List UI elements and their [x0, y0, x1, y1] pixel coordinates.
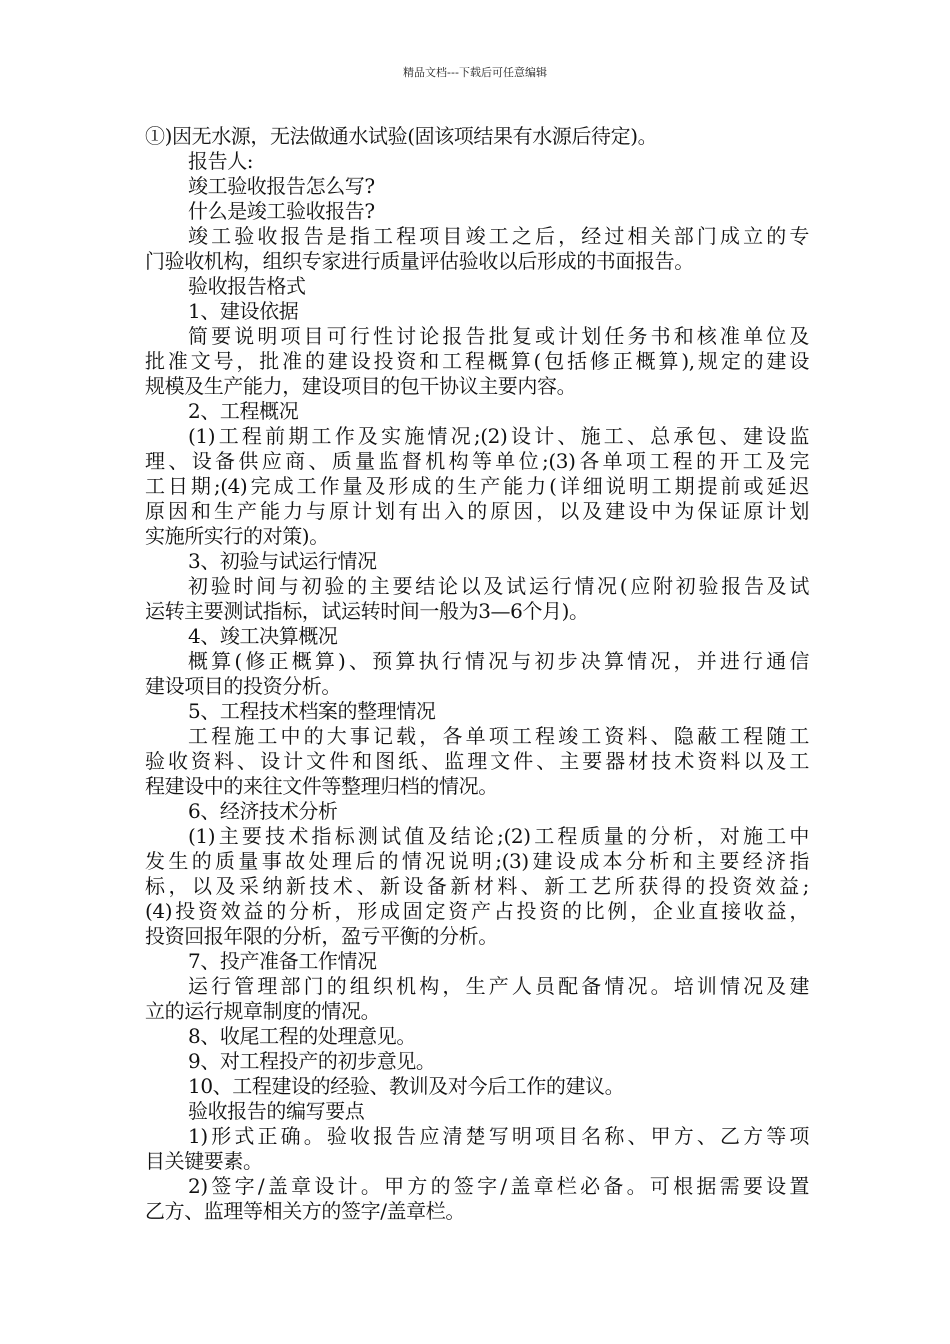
- document-body: [145, 124, 809, 1224]
- text-line: 什么是竣工验收报告?: [188, 199, 375, 223]
- text-line: 1、建设依据: [188, 299, 299, 323]
- text-line: 验收资料、设计文件和图纸、监理文件、主要器材技术资料以及工: [145, 749, 809, 773]
- text-line: 工日期;(4)完成工作量及形成的生产能力(详细说明工期提前或延迟: [145, 474, 809, 498]
- text-line: 运转主要测试指标，试运转时间一般为3—6个月)。: [145, 599, 589, 623]
- text-line: 3、初验与试运行情况: [188, 549, 377, 573]
- text-line: 目关键要素。: [145, 1149, 263, 1173]
- text-line: 4、竣工决算概况: [188, 624, 338, 648]
- text-line: (4)投资效益的分析，形成固定资产占投资的比例，企业直接收益，: [145, 899, 809, 923]
- text-line: 标，以及采纳新技术、新设备新材料、新工艺所获得的投资效益;: [145, 874, 809, 898]
- text-line: 7、投产准备工作情况: [188, 949, 377, 973]
- text-line: 工程施工中的大事记载，各单项工程竣工资料、隐蔽工程随工: [188, 724, 809, 748]
- text-line: 投资回报年限的分析，盈亏平衡的分析。: [145, 924, 498, 948]
- text-line: 简要说明项目可行性讨论报告批复或计划任务书和核准单位及: [188, 324, 809, 348]
- text-line: 竣工验收报告是指工程项目竣工之后，经过相关部门成立的专: [188, 224, 809, 248]
- text-line: 门验收机构，组织专家进行质量评估验收以后形成的书面报告。: [145, 249, 694, 273]
- text-line: 原因和生产能力与原计划有出入的原因，以及建设中为保证原计划: [145, 499, 809, 523]
- text-line: 8、收尾工程的处理意见。: [188, 1024, 416, 1048]
- text-line: 2)签字/盖章设计。甲方的签字/盖章栏必备。可根据需要设置: [188, 1174, 809, 1198]
- text-line: 5、工程技术档案的整理情况: [188, 699, 436, 723]
- text-line: 10、工程建设的经验、教训及对今后工作的建议。: [188, 1074, 625, 1098]
- text-line: 初验时间与初验的主要结论以及试运行情况(应附初验报告及试: [188, 574, 809, 598]
- text-line: 2、工程概况: [188, 399, 299, 423]
- text-line: 运行管理部门的组织机构，生产人员配备情况。培训情况及建: [188, 974, 809, 998]
- text-line: 概算(修正概算)、预算执行情况与初步决算情况，并进行通信: [188, 649, 809, 673]
- text-line: 规模及生产能力，建设项目的包干协议主要内容。: [145, 374, 577, 398]
- text-line: 建设项目的投资分析。: [145, 674, 341, 698]
- text-line: 竣工验收报告怎么写?: [188, 174, 375, 198]
- text-line: 批准文号，批准的建设投资和工程概算(包括修正概算),规定的建设: [145, 349, 809, 373]
- text-line: 验收报告格式: [188, 274, 306, 298]
- text-line: (1)工程前期工作及实施情况;(2)设计、施工、总承包、建设监: [188, 424, 809, 448]
- text-line: 9、对工程投产的初步意见。: [188, 1049, 436, 1073]
- text-line: 理、设备供应商、质量监督机构等单位;(3)各单项工程的开工及完: [145, 449, 809, 473]
- text-line: (1)主要技术指标测试值及结论;(2)工程质量的分析，对施工中: [188, 824, 809, 848]
- page-header: 精品文档---下载后可任意编辑: [403, 66, 547, 79]
- text-line: 发生的质量事故处理后的情况说明;(3)建设成本分析和主要经济指: [145, 849, 809, 873]
- text-line: 实施所实行的对策)。: [145, 524, 329, 548]
- text-line: 程建设中的来往文件等整理归档的情况。: [145, 774, 498, 798]
- text-line: 乙方、监理等相关方的签字/盖章栏。: [145, 1199, 465, 1223]
- text-line: 报告人:: [188, 149, 254, 173]
- text-line: ①)因无水源，无法做通水试验(固该项结果有水源后待定)。: [145, 124, 658, 148]
- text-line: 验收报告的编写要点: [188, 1099, 365, 1123]
- text-line: 6、经济技术分析: [188, 799, 338, 823]
- text-line: 立的运行规章制度的情况。: [145, 999, 381, 1023]
- text-line: 1)形式正确。验收报告应清楚写明项目名称、甲方、乙方等项: [188, 1124, 809, 1148]
